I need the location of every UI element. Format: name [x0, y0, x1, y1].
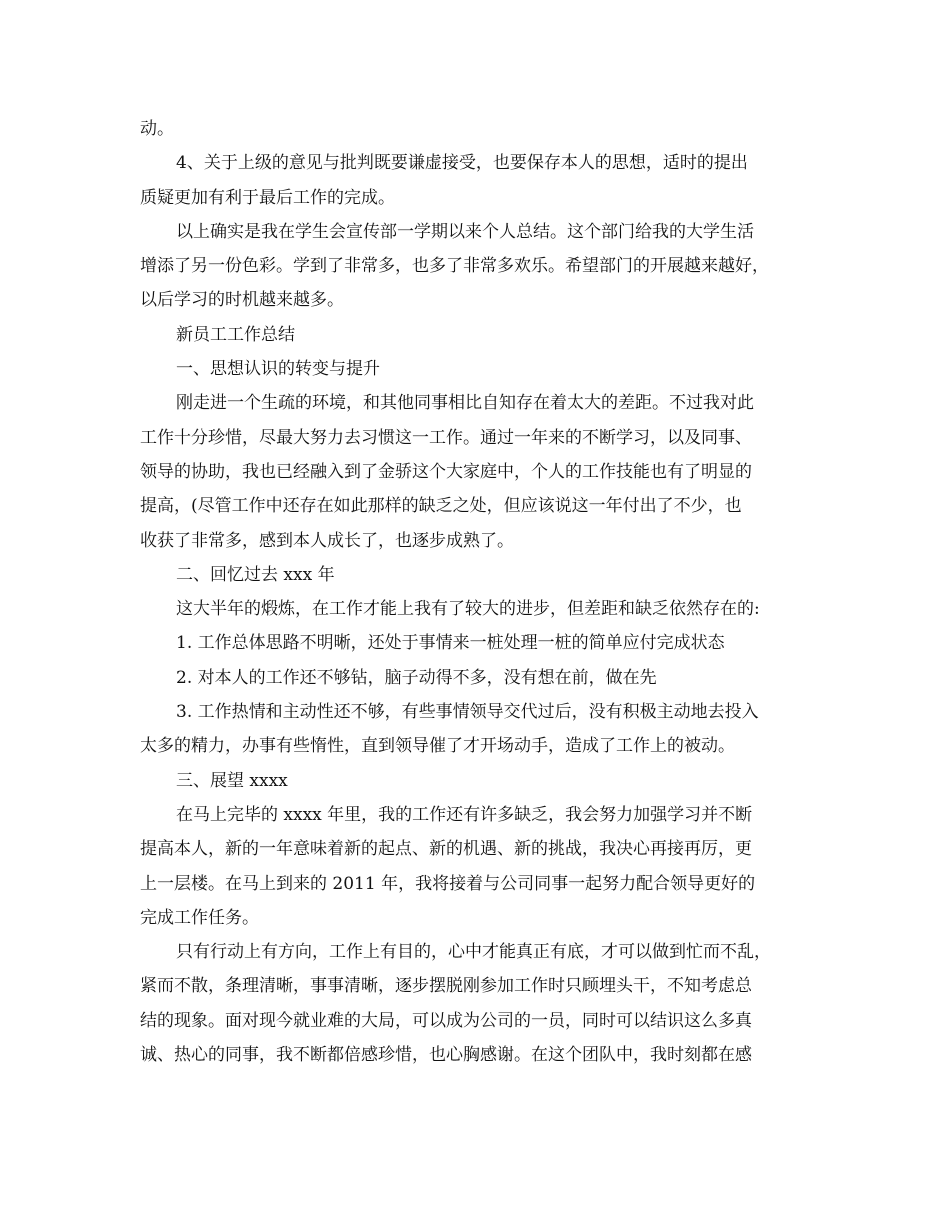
text-line: 一、思想认识的转变与提升 — [176, 359, 380, 380]
text-line: 领导的协助，我也已经融入到了金骄这个大家庭中，个人的工作技能也有了明显的 — [140, 461, 752, 482]
text-line: 诚、热心的同事，我不断都倍感珍惜，也心胸感谢。在这个团队中，我时刻都在感 — [140, 1045, 752, 1066]
text-line: 增添了另一份色彩。学到了非常多，也多了非常多欢乐。希望部门的开展越来越好， — [140, 256, 769, 277]
text-line: 提高本人，新的一年意味着新的起点、新的机遇、新的挑战，我决心再接再厉，更 — [140, 839, 752, 860]
text-line: 紧而不散，条理清晰，事事清晰，逐步摆脱刚参加工作时只顾埋头干，不知考虑总 — [140, 976, 752, 997]
text-line: 1. 工作总体思路不明晰，还处于事情来一桩处理一桩的简单应付完成状态 — [176, 633, 725, 654]
text-line: 提高，(尽管工作中还存在如此那样的缺乏之处，但应该说这一年付出了不少，也 — [140, 496, 742, 517]
text-line: 质疑更加有利于最后工作的完成。 — [140, 187, 395, 208]
text-line: 以后学习的时机越来越多。 — [140, 290, 344, 311]
text-line: 三、展望 xxxx — [176, 770, 288, 791]
text-line: 动。 — [140, 119, 174, 139]
text-line: 这大半年的煅炼，在工作才能上我有了较大的进步，但差距和缺乏依然存在的: — [176, 599, 760, 620]
text-line: 2. 对本人的工作还不够钻，脑子动得不多，没有想在前，做在先 — [176, 667, 657, 688]
text-line: 刚走进一个生疏的环境，和其他同事相比自知存在着太大的差距。不过我对此 — [176, 393, 754, 414]
text-line: 完成工作任务。 — [140, 907, 259, 928]
text-line: 以上确实是我在学生会宣传部一学期以来个人总结。这个部门给我的大学生活 — [176, 221, 754, 242]
text-line: 上一层楼。在马上到来的 2011 年，我将接着与公司同事一起努力配合领导更好的 — [140, 873, 756, 894]
text-line: 4、关于上级的意见与批判既要谦虚接受，也要保存本人的思想，适时的提出 — [176, 153, 748, 174]
text-line: 二、回忆过去 xxx 年 — [176, 564, 335, 585]
text-line: 工作十分珍惜，尽最大努力去习惯这一工作。通过一年来的不断学习，以及同事、 — [140, 427, 752, 448]
text-line: 只有行动上有方向，工作上有目的，心中才能真正有底，才可以做到忙而不乱， — [176, 942, 771, 963]
text-line: 结的现象。面对现今就业难的大局，可以成为公司的一员，同时可以结识这么多真 — [140, 1010, 752, 1031]
text-line: 3. 工作热情和主动性还不够，有些事情领导交代过后，没有积极主动地去投入 — [176, 702, 759, 723]
text-line: 在马上完毕的 xxxx 年里，我的工作还有许多缺乏，我会努力加强学习并不断 — [176, 804, 753, 825]
text-line: 收获了非常多，感到本人成长了，也逐步成熟了。 — [140, 530, 514, 551]
document-body — [140, 112, 830, 1072]
text-line: 太多的精力，办事有些惰性，直到领导催了才开场动手，造成了工作上的被动。 — [140, 736, 735, 757]
text-line: 新员工工作总结 — [176, 324, 295, 345]
